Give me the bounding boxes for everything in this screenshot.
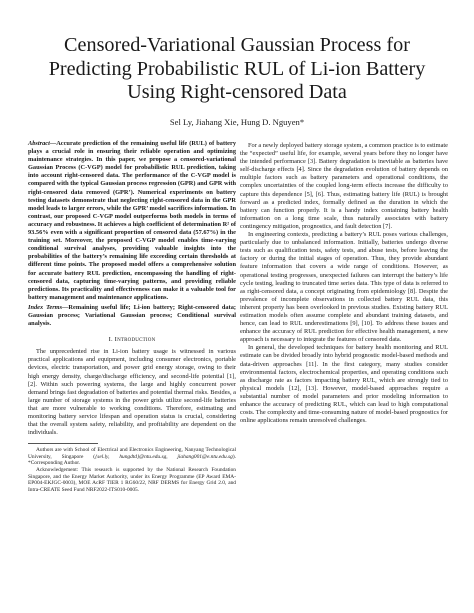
author-list: Sel Ly, Jiahang Xie, Hung D. Nguyen*: [169, 117, 305, 127]
title-line-3: Using Right-censored Data: [127, 81, 347, 103]
section-heading-introduction: I. Introduction: [108, 336, 156, 344]
footnote-acknowledgement: Acknowledgement: This research is supported by the National Research Foundation Singapore, and the Energy Market Authority, under its Energy Programme (EP Award EMA-EP004-EKJGC-0003), MOE AcRF TIER 1 RG60/22, NRF DERMS for Energy Grid 2.0, and Intra-CREATE Seed Fund NRF2022-ITS010-0005.: [28, 467, 236, 493]
index-terms-label: Index Terms: [28, 303, 63, 311]
right-paragraph-2: In engineering contexts, predicting a battery’s RUL poses various challenges, particularly due to unbalanced information. Initially, batteries undergo diverse tests such as qualification tests, safety tests, and abuse tests, before leaving the factory or during the initial stages of operation. Thus, they provide abundant feature information that covers a wide range of conditions. However, as operational testing progresses, unexpected failures can interrupt the battery’s life cycle testing, leading to truncated time series data. This type of data is referred to as right-censored data, a concept originating from epidemiology [8]. Despite the prevalence of incomplete observations in collected battery RUL data, this inherent property has been overlooked in previous studies. Existing battery RUL estimation models often assume complete and abundant training datasets, and hence, can lead to RUL underestimations [9], [10]. To address these issues and enhance the accuracy of RUL prediction for effective health management, a new approach is necessary to integrate the features of censored data.: [240, 231, 448, 344]
footnote-divider: [28, 443, 98, 444]
right-paragraph-1: For a newly deployed battery storage system, a common practice is to estimate the “expected” useful life, for example, several years before they no longer have the intended performance [3]. Battery degradation is inevitable as batteries have self-discharge effects [4]. Since the degradation evolution of battery depends on multiple factors such as battery parameters and operational conditions, the complex uncertainties of the coupled long-term effects increase the difficulty to capture this dependence [5], [6]. Thus, estimating battery life (RUL) is brought forward as a predicted index, formally defined as the duration in which the battery can function properly. It is a handy index containing battery health information on a long time scale, thus naturally associates with battery contingency mitigation, prognostics, and fault detection [7].: [240, 142, 448, 230]
intro-paragraph-1: The unprecedented rise in Li-ion battery usage is witnessed in various practical applications and equipment, including consumer electronics, portable devices, electric transportation, and power grid energy storage, owing to their high energy density, charge/discharge efficiency, and second-life potential [1], [2]. Within such powering systems, the large and highly concurrent power demand brings fast degradation of batteries and potential thermal risks. Besides, a large number of storage systems in the power grids utilize second-life batteries that are more vulnerable to working conditions. Therefore, estimating and monitoring battery service lifespan and operation status is crucial, considering that the overall system safety, reliability, and profitability are dependent on the individuals.: [28, 348, 236, 437]
right-paragraph-3: In general, the developed techniques for battery health monitoring and RUL estimate can be divided broadly into hybrid prognostic model-based methods and data-driven approaches [11]. In the first category, many studies consider environmental factors, electrochemical properties, and operating conditions such as discharge rate as factors impacting battery RUL, which are strongly tied to physical models [12], [13]. However, model-based approaches require a substantial number of model parameters and prior modeling information to enhance the accuracy of predicting RUL, which can lead to high computational costs. The complexity and time-consuming nature of model-based prognostics for online applications remain unresolved challenges.: [240, 344, 448, 425]
footnote-affiliation: [28, 447, 236, 467]
footnote-affiliation-text: Authors are with School of Electrical and Electronics Engineering, Nanyang Technological University, Singapore (: [28, 447, 236, 460]
index-terms-text: —Remaining useful life; Li-ion battery; Right-censored data; Gaussian process; Variational Gaussian process; Conditional survival analysis.: [28, 303, 236, 328]
paper-title: [20, 34, 454, 105]
abstract-text: —Accurate prediction of the remaining useful life (RUL) of battery plays a crucial role in ensuring their reliable operation and optimizing maintenance strategies. In this paper, we propose a censored-variational Gaussian Process (C-VGP) model for probabilistic RUL prediction, taking into account right-censored data. The performance of the C-VGP model is compared with the typical Gaussian process regression (GPR) and GPR with right-censored data removed (GPR’). Numerical experiments on battery testing datasets demonstrate that neglecting right-censored data in the GPR model leads to larger errors, while the GPR’ model sacrifices information. In contrast, our proposed C-VGP model outperforms both models in terms of accuracy and robustness. It achieves a high coefficient of determination R² of 93.56% even with a significant proportion of censored data (57.67%) in the training set. Moreover, the proposed C-VGP model enables time-varying conditional survival analyses, providing valuable insights into the probabilities of the battery’s remaining life exceeding certain thresholds at different time points. The proposed model offers a comprehensive solution for accurate battery RUL prediction, encompassing the handling of right-censored data, capturing time-varying patterns, and providing reliable predictions. Its practicality and effectiveness can make it a valuable tool for battery management and maintenance applications.: [28, 140, 236, 301]
right-column: [240, 142, 448, 425]
abstract: [28, 140, 236, 302]
footnote-affiliation-end: ). *Corresponding Author.: [28, 453, 237, 467]
footnote-emails: {sel.ly, hungdtd}@ntu.edu.sg, jiahang001@e.ntu.edu.sg: [95, 453, 233, 460]
abstract-label: Abstract: [28, 140, 50, 147]
index-terms: [28, 304, 236, 328]
left-column: [28, 140, 236, 493]
title-line-1: Censored-Variational Gaussian Process for: [64, 34, 410, 56]
title-line-2: Predicting Probabilistic RUL of Li-ion Battery: [48, 57, 426, 80]
